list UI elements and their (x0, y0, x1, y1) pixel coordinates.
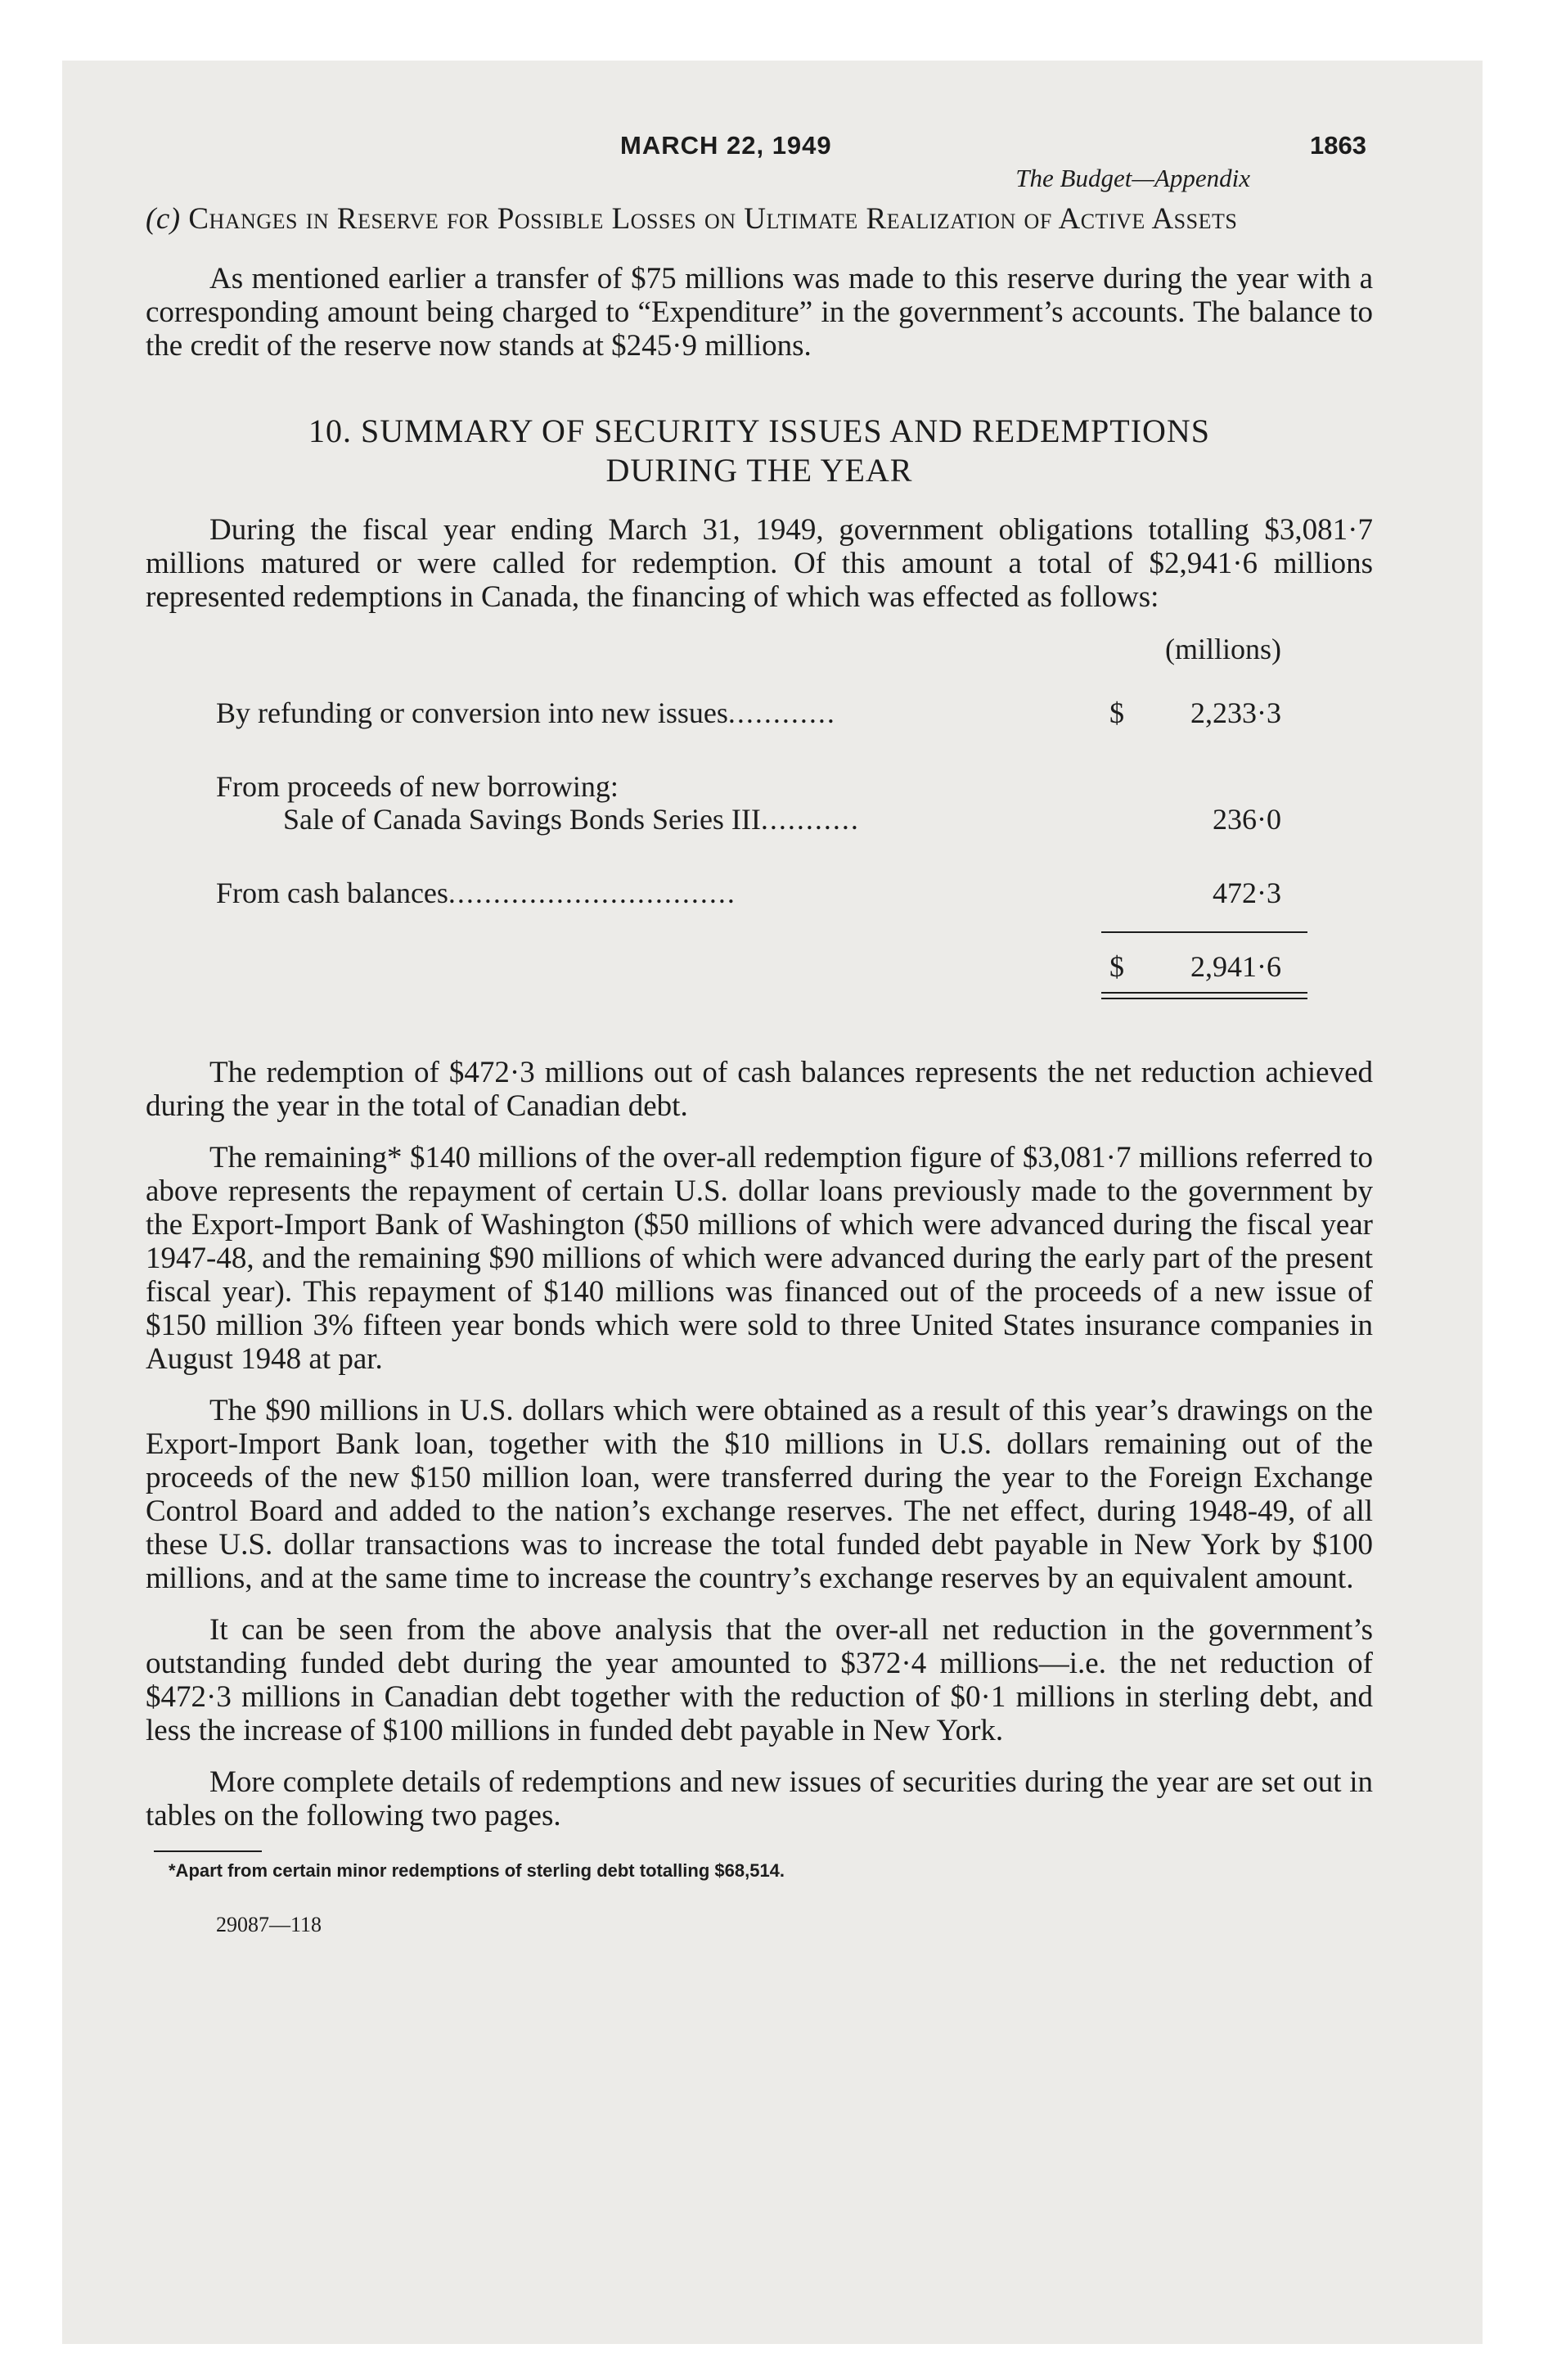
body-paragraph: The $90 millions in U.S. dollars which were obtained as a result of this year’s drawings on the Export-Import Bank loan, together with the $10 millions in U.S. dollars remaining out of the proceeds of the new $150 million loan, were transferred during the year to the Foreign Exchange Control Board and added to the nation’s exchange reserves. The net effect, during 1948-49, of all these U.S. dollar transactions was to increase the total funded debt payable in New York by $100 millions, and at the same time to increase the country’s exchange reserves by an equivalent amount. (146, 1394, 1373, 1595)
financing-row-label: By refunding or conversion into new issues............ (216, 696, 836, 729)
body-paragraph: It can be seen from the above analysis that the over-all net reduction in the government’s outstanding funded debt during the year amounted to $372·4 millions—i.e. the net reduction of $472·3 millions in Canadian debt together with the reduction of $0·1 millions in sterling debt, and less the increase of $100 millions in funded debt payable in New York. (146, 1613, 1373, 1747)
section-title (146, 412, 1373, 490)
subtotal-rule (1101, 931, 1307, 933)
footnote-rule (154, 1850, 262, 1852)
body-paragraph: The redemption of $472·3 millions out of cash balances represents the net reduction achieved during the year in the total of Canadian debt. (146, 1056, 1373, 1123)
currency-symbol: $ (1109, 950, 1124, 983)
financing-row-amount: 472·3 (1213, 877, 1281, 909)
financing-row-amount: 2,233·3 (1190, 696, 1281, 729)
column-header: (millions) (1165, 633, 1281, 665)
document-page (146, 123, 1373, 1937)
financing-table (146, 632, 1373, 1025)
section-title-line-2: DURING THE YEAR (605, 452, 913, 489)
section-title-line-1: 10. SUMMARY OF SECURITY ISSUES AND REDEMPTIONS (308, 412, 1211, 449)
reserve-paragraph: As mentioned earlier a transfer of $75 millions was made to this reserve during the year with a corresponding amount being charged to “Expenditure” in the government’s accounts. The balance to the credit of the reserve now stands at $245·9 millions. (146, 262, 1373, 363)
financing-row-label: From cash balances................................ (216, 877, 736, 909)
financing-total: 2,941·6 (1190, 950, 1281, 983)
financing-row-amount: 236·0 (1213, 803, 1281, 836)
financing-row-label: From proceeds of new borrowing: (216, 770, 619, 803)
financing-row-label: Sale of Canada Savings Bonds Series III........... (283, 803, 860, 836)
running-header (146, 123, 1373, 198)
header-subtitle: The Budget—Appendix (1015, 164, 1250, 192)
subsection-title: Changes in Reserve for Possible Losses on Ultimate Realization of Active Assets (188, 202, 1238, 236)
header-date: MARCH 22, 1949 (620, 131, 832, 160)
footnote: *Apart from certain minor redemptions of sterling debt totalling $68,514. (169, 1860, 785, 1881)
currency-symbol: $ (1109, 696, 1124, 729)
body-paragraph: The remaining* $140 millions of the over-all redemption figure of $3,081·7 millions referred to above represents the repayment of certain U.S. dollar loans previously made to the government by the Export-Import Bank of Washington ($50 millions of which were advanced during the fiscal year 1947-48, and the remaining $90 millions of which were advanced during the early part of the present fiscal year). This repayment of $140 millions was financed out of the proceeds of a new issue of $150 million 3% fifteen year bonds which were sold to three United States insurance companies in August 1948 at par. (146, 1141, 1373, 1376)
subsection-clause: (c) (146, 202, 181, 236)
page-number: 1863 (1310, 131, 1366, 160)
subsection-heading (146, 198, 1373, 241)
intro-paragraph: During the fiscal year ending March 31, 1949, government obligations totalling $3,081·7 millions matured or were called for redemption. Of this amount a total of $2,941·6 millions represented redemptions in Canada, the financing of which was effected as follows: (146, 513, 1373, 614)
print-number: 29087—118 (216, 1913, 322, 1936)
body-paragraph: More complete details of redemptions and new issues of securities during the year are set out in tables on the following two pages. (146, 1765, 1373, 1832)
total-double-rule (1101, 992, 1307, 999)
